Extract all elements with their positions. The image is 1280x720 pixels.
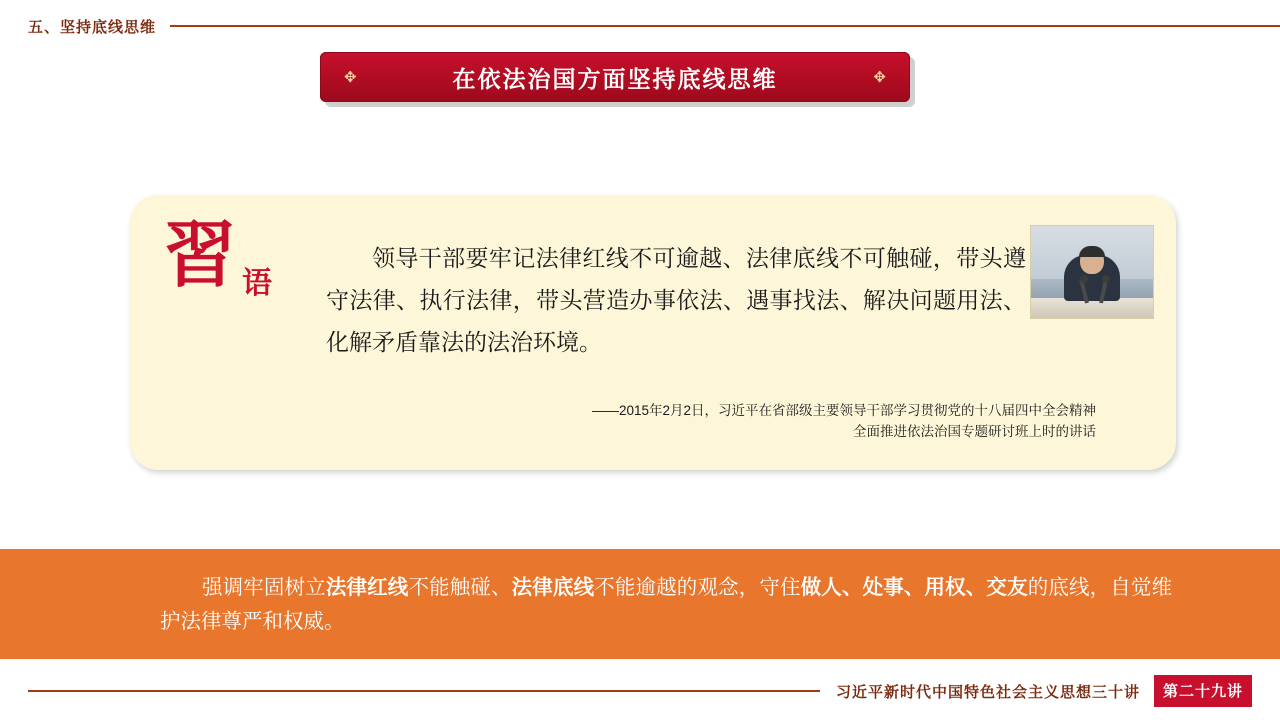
summary-segment-2: 不能触碰、 bbox=[408, 576, 512, 599]
yu-character-glyph: 语 bbox=[242, 266, 272, 301]
header-divider-rule bbox=[170, 25, 1280, 27]
summary-band bbox=[0, 549, 1280, 659]
xi-character-glyph: 習 bbox=[164, 212, 237, 297]
footer-divider-rule bbox=[28, 690, 820, 692]
quote-source bbox=[326, 400, 1096, 442]
xi-quote-logo bbox=[158, 212, 308, 323]
flower-ornament-left-icon: ✥ bbox=[344, 68, 357, 86]
photo-figure-hair bbox=[1079, 246, 1105, 257]
slide-header bbox=[0, 14, 1280, 38]
footer-title: 习近平新时代中国特色社会主义思想三十讲 bbox=[835, 683, 1140, 701]
flower-ornament-right-icon: ✥ bbox=[873, 68, 886, 86]
title-banner bbox=[320, 52, 910, 102]
quote-card bbox=[130, 195, 1176, 470]
summary-segment-4: 不能逾越的观念，守住 bbox=[594, 576, 801, 599]
quote-body-text: 领导干部要牢记法律红线不可逾越、法律底线不可触碰，带头遵守法律、执行法律，带头营造办事依法、遇事找法、解决问题用法、化解矛盾靠法的法治环境。 bbox=[326, 245, 1026, 355]
quote-source-line-2: 全面推进依法治国专题研讨班上时的讲话 bbox=[853, 424, 1096, 439]
title-banner-container bbox=[320, 52, 910, 102]
summary-segment-1: 法律红线 bbox=[325, 576, 409, 599]
title-banner-text: 在依法治国方面坚持底线思维 bbox=[452, 65, 778, 92]
lecture-number-badge: 第二十九讲 bbox=[1154, 675, 1252, 707]
quote-source-line-1: ——2015年2月2日，习近平在省部级主要领导干部学习贯彻党的十八届四中全会精神 bbox=[591, 403, 1096, 418]
summary-segment-5: 做人、处事、用权、交友 bbox=[800, 576, 1028, 599]
summary-segment-0: 强调牢固树立 bbox=[202, 576, 326, 599]
speaker-photo bbox=[1030, 225, 1154, 319]
summary-segment-6: 的底线，自觉维护法律尊严和权威。 bbox=[160, 576, 1173, 633]
summary-text bbox=[160, 571, 1172, 639]
section-title: 五、坚持底线思维 bbox=[28, 18, 157, 36]
slide-footer bbox=[0, 676, 1280, 706]
microphone-head-right-icon bbox=[1102, 275, 1110, 283]
summary-segment-3: 法律底线 bbox=[511, 576, 595, 599]
microphone-head-left-icon bbox=[1080, 275, 1088, 283]
